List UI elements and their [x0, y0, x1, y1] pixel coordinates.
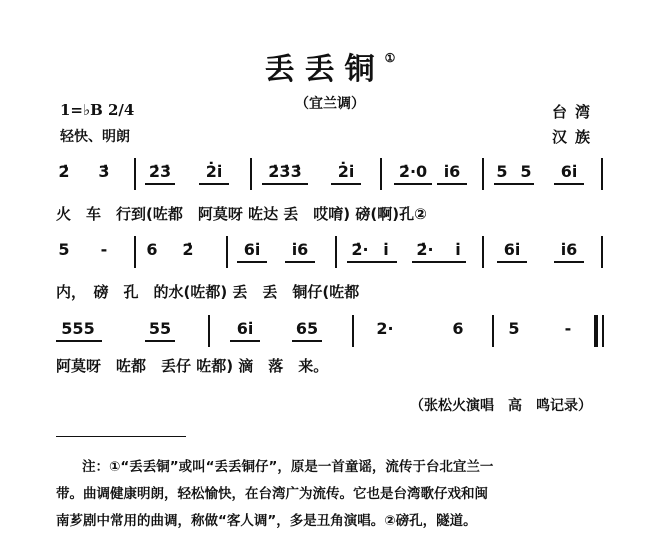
note: 2̇i̇ — [337, 162, 355, 181]
barline — [134, 236, 136, 268]
note: 2̇3̇ — [148, 162, 172, 181]
note: 6i̇ — [560, 162, 578, 181]
footnote-line: 注：①“丢丢铜”或叫“丢丢铜仔”，原是一首童谣，流传于台北宜兰一 — [82, 459, 494, 475]
note: 6i̇ — [243, 240, 261, 259]
score-row-3 — [0, 307, 660, 347]
beam — [145, 183, 175, 185]
note: 6 — [146, 240, 158, 259]
barline — [492, 315, 494, 347]
footnote-line: 带。曲调健康明朗，轻松愉快，在台湾广为流传。它也是台湾歌仔戏和闽 — [56, 486, 488, 502]
subtitle: （宜兰调） — [295, 96, 365, 112]
note: 2̇ — [182, 240, 194, 259]
note: 2̇3̇3̇ — [268, 162, 302, 181]
beam — [554, 261, 584, 263]
note: - — [100, 240, 108, 259]
footnote-line: 南芗剧中常用的曲调，称做“客人调”，多是丑角演唱。②磅孔，隧道。 — [56, 513, 477, 529]
song-title: 丢丢铜① — [264, 51, 396, 87]
note: i̇ — [455, 240, 461, 259]
barline — [335, 236, 337, 268]
note: 5 — [508, 319, 520, 338]
note: i̇6 — [291, 240, 309, 259]
score-row-2 — [0, 228, 660, 268]
barline — [482, 236, 484, 268]
note: 2̇ — [58, 162, 70, 181]
note: i̇6 — [560, 240, 578, 259]
barline — [352, 315, 354, 347]
beam — [494, 183, 534, 185]
note: 5 — [58, 240, 70, 259]
performer-credits: （张松火演唱 高 鸣记录） — [410, 398, 592, 414]
note: 65 — [295, 319, 319, 338]
barline — [482, 158, 484, 190]
note: 2̇·0 — [398, 162, 428, 181]
barline — [601, 236, 603, 268]
note: 6i̇ — [236, 319, 254, 338]
barline — [208, 315, 210, 347]
title-footnote-mark: ① — [384, 51, 396, 65]
beam — [347, 261, 397, 263]
beam — [497, 261, 527, 263]
note: 2̇· — [416, 240, 434, 259]
beam — [199, 183, 229, 185]
beam — [292, 340, 322, 342]
barline — [380, 158, 382, 190]
note: 3̇ — [98, 162, 110, 181]
beam — [230, 340, 260, 342]
lyrics-row-2 — [0, 281, 660, 305]
final-barline — [594, 315, 598, 347]
barline — [601, 158, 603, 190]
beam — [262, 183, 308, 185]
note: 55 — [148, 319, 172, 338]
final-barline — [602, 315, 604, 347]
footnote-divider — [56, 436, 186, 437]
lyrics-line: 内， 磅 孔 的水(咗都) 丢 丢 铜仔(咗都 — [56, 283, 360, 301]
note: 5 — [520, 162, 532, 181]
barline — [134, 158, 136, 190]
note: - — [564, 319, 572, 338]
barline — [250, 158, 252, 190]
origin-ethnicity: 汉族 — [552, 128, 599, 146]
origin-region: 台湾 — [552, 103, 599, 121]
note: 2̇· — [351, 240, 369, 259]
lyrics-row-1 — [0, 203, 660, 227]
beam — [394, 183, 432, 185]
beam — [331, 183, 361, 185]
note: 6i̇ — [503, 240, 521, 259]
score-row-1 — [0, 150, 660, 190]
key-signature: 1=♭B 2/4 — [60, 101, 135, 119]
note: i̇ — [383, 240, 389, 259]
note: 2̇i̇ — [205, 162, 223, 181]
beam — [554, 183, 584, 185]
note: 5 — [496, 162, 508, 181]
note: 555 — [61, 319, 95, 338]
note: i̇6 — [443, 162, 461, 181]
barline — [226, 236, 228, 268]
note: 6 — [452, 319, 464, 338]
beam — [145, 340, 175, 342]
beam — [412, 261, 466, 263]
beam — [437, 183, 467, 185]
beam — [285, 261, 315, 263]
lyrics-line: 火 车 行到(咗都 阿莫呀 咗达 丢 哎唷) 磅(啊)孔② — [56, 205, 427, 223]
note: 2· — [376, 319, 394, 338]
tempo-marking: 轻快、明朗 — [60, 129, 130, 145]
lyrics-row-3 — [0, 355, 660, 379]
lyrics-line: 阿莫呀 咗都 丢仔 咗都) 滴 落 来。 — [56, 357, 329, 375]
beam — [56, 340, 102, 342]
beam — [237, 261, 267, 263]
